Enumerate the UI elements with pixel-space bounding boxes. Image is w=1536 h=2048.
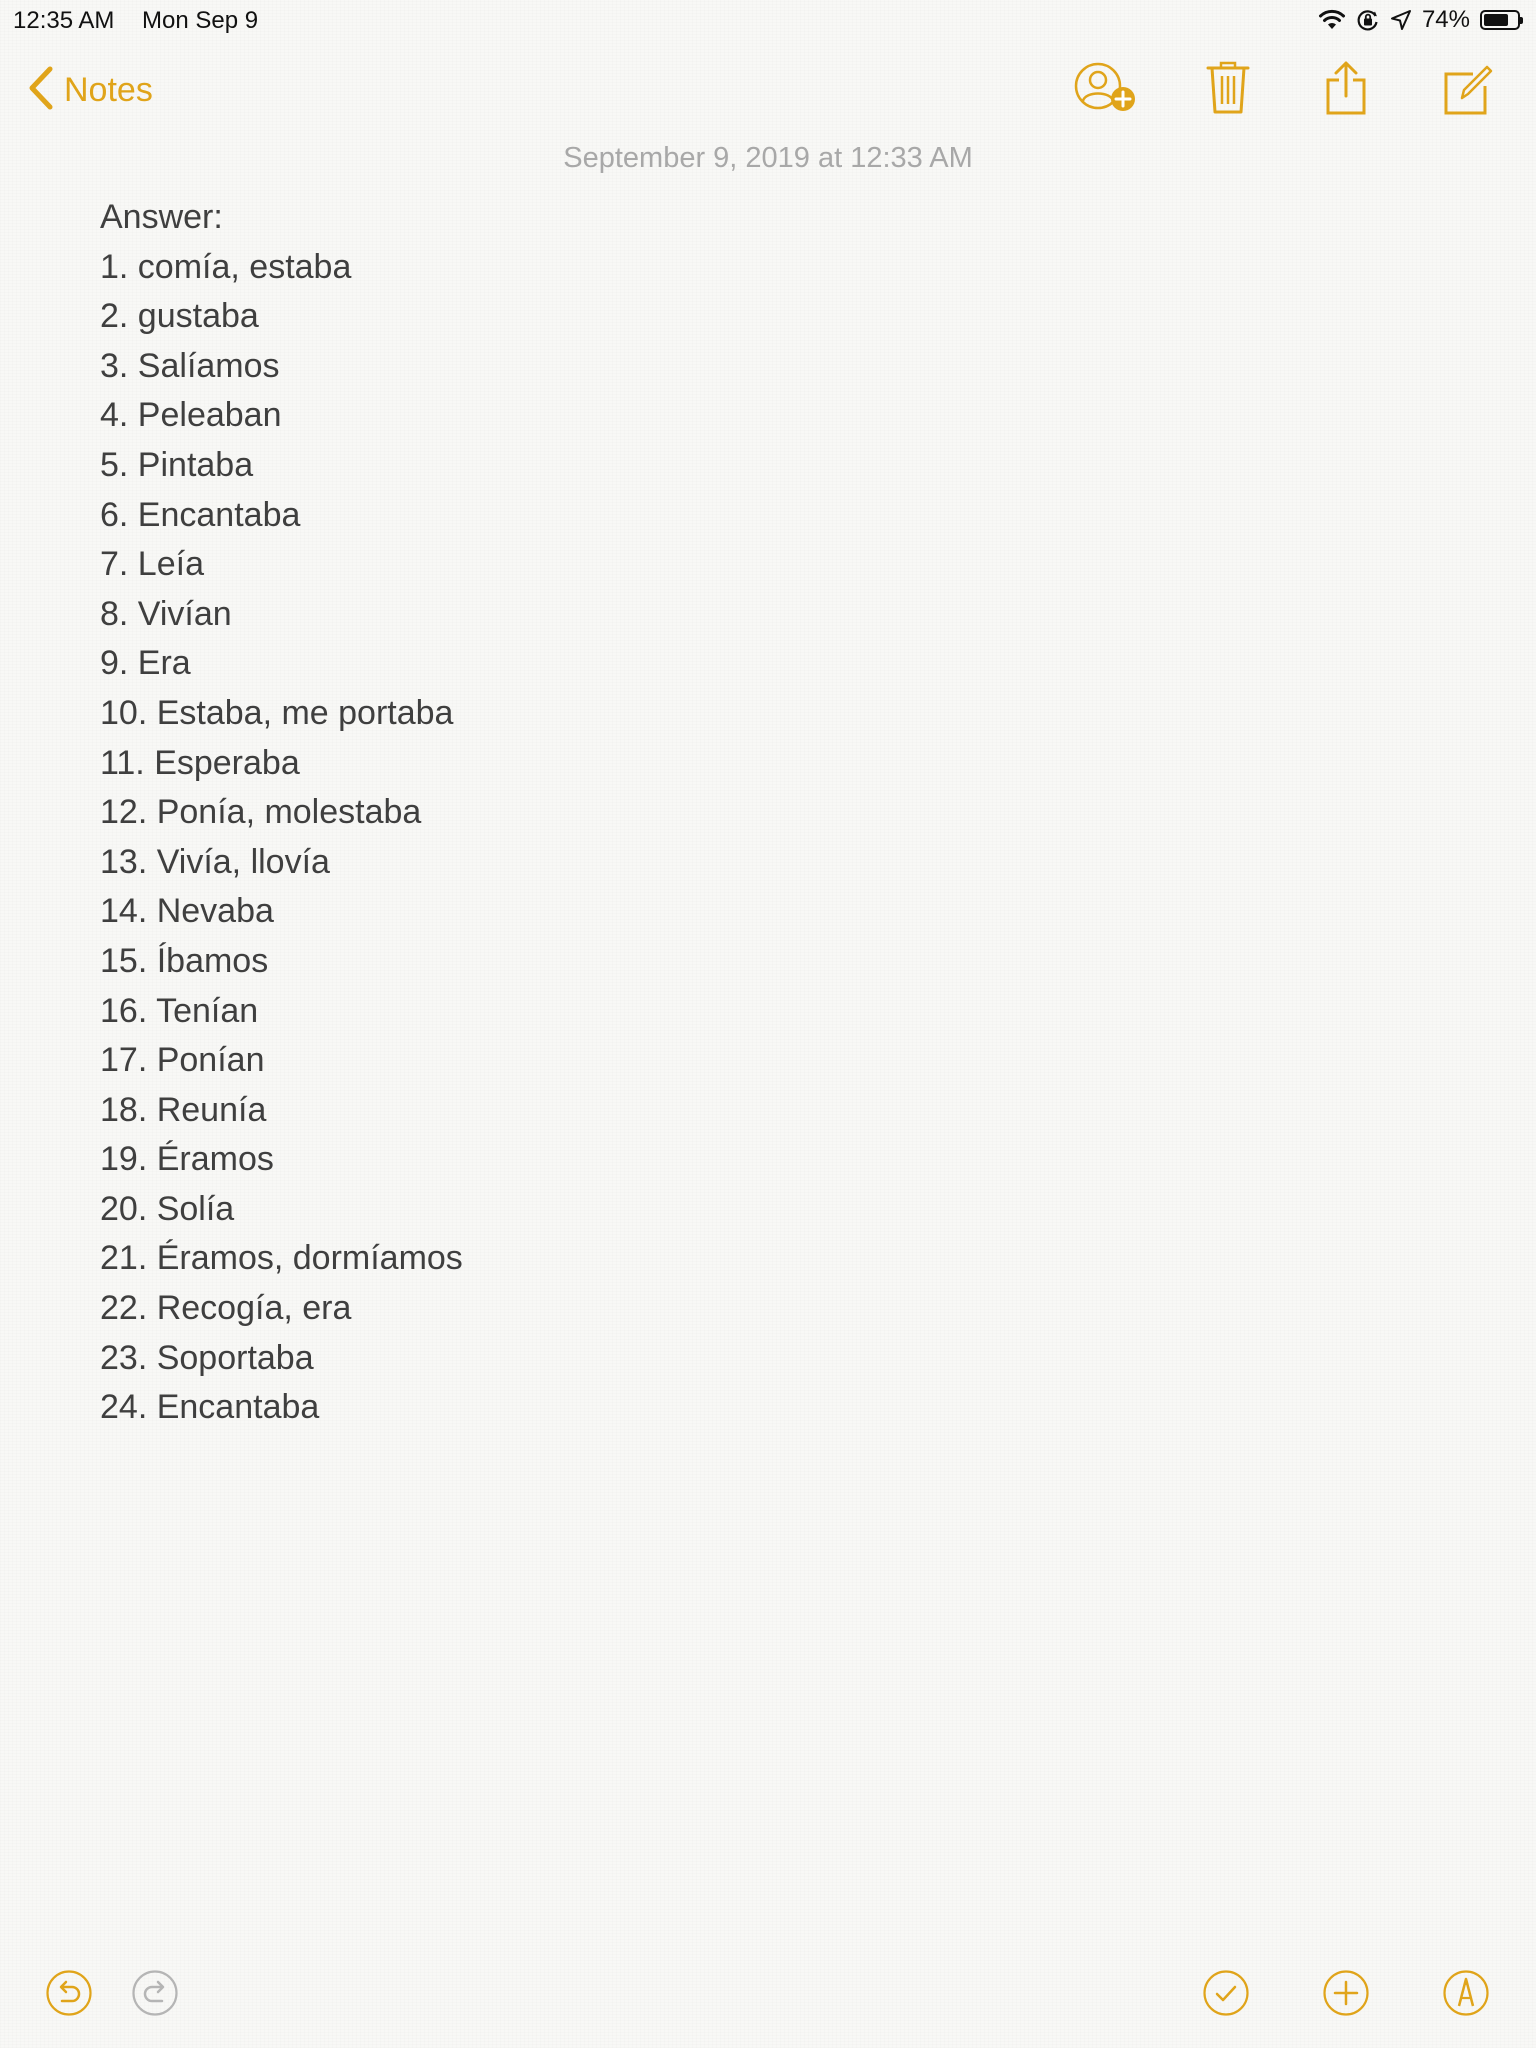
orientation-lock-icon (1356, 8, 1380, 32)
back-label: Notes (64, 70, 153, 109)
status-bar (0, 0, 1536, 40)
note-line: 18. Reunía (100, 1090, 267, 1129)
checklist-button[interactable] (1203, 1970, 1249, 2016)
note-line: 21. Éramos, dormíamos (100, 1239, 463, 1278)
status-indicators (1318, 6, 1520, 34)
redo-button[interactable] (132, 1970, 178, 2016)
note-line: 3. Salíamos (100, 346, 280, 385)
note-line: 9. Era (100, 644, 191, 683)
trash-icon (1206, 60, 1250, 116)
note-line: 19. Éramos (100, 1140, 274, 1179)
add-person-icon (1070, 60, 1140, 118)
delete-button[interactable] (1206, 60, 1250, 116)
checklist-icon (1203, 1970, 1249, 2016)
back-button[interactable] (28, 66, 153, 114)
undo-icon (46, 1970, 92, 2016)
battery-icon (1480, 10, 1520, 30)
note-line: 13. Vivía, llovía (100, 842, 330, 881)
note-line: 4. Peleaban (100, 396, 282, 435)
battery-percent: 74% (1421, 6, 1470, 33)
status-time: 12:35 AM (13, 7, 115, 34)
wifi-icon (1318, 9, 1346, 31)
note-line: 11. Esperaba (100, 743, 300, 782)
redo-icon (132, 1970, 178, 2016)
note-line: 17. Ponían (100, 1041, 265, 1080)
note-line: 15. Íbamos (100, 941, 269, 980)
add-people-button[interactable] (1070, 60, 1140, 118)
location-icon (1390, 9, 1412, 31)
note-line: 14. Nevaba (100, 892, 274, 931)
share-button[interactable] (1325, 60, 1367, 116)
note-line: 1. comía, estaba (100, 247, 352, 286)
note-line: 2. gustaba (100, 297, 259, 336)
markup-button[interactable] (1443, 1970, 1489, 2016)
note-line: 5. Pintaba (100, 445, 254, 484)
compose-icon (1443, 60, 1493, 116)
note-line: 8. Vivían (100, 594, 232, 633)
note-line: 6. Encantaba (100, 495, 301, 534)
note-line: 7. Leía (100, 545, 204, 584)
note-heading: Answer: (100, 198, 223, 236)
note-date: September 9, 2019 at 12:33 AM (563, 142, 973, 174)
battery-level (1484, 14, 1508, 26)
note-line: 16. Tenían (100, 991, 259, 1030)
add-icon (1323, 1970, 1369, 2016)
add-button[interactable] (1323, 1970, 1369, 2016)
note-line: 20. Solía (100, 1189, 235, 1228)
note-line: 22. Recogía, era (100, 1289, 352, 1328)
note-body[interactable] (100, 193, 1400, 1433)
note-line: 10. Estaba, me portaba (100, 693, 454, 732)
chevron-left-icon (28, 66, 54, 115)
share-icon (1325, 60, 1367, 116)
compose-button[interactable] (1443, 60, 1493, 116)
note-line: 12. Ponía, molestaba (100, 793, 422, 832)
note-line: 24. Encantaba (100, 1388, 320, 1427)
note-line: 23. Soportaba (100, 1338, 314, 1377)
status-date: Mon Sep 9 (142, 7, 259, 34)
undo-button[interactable] (46, 1970, 92, 2016)
markup-icon (1443, 1970, 1489, 2016)
